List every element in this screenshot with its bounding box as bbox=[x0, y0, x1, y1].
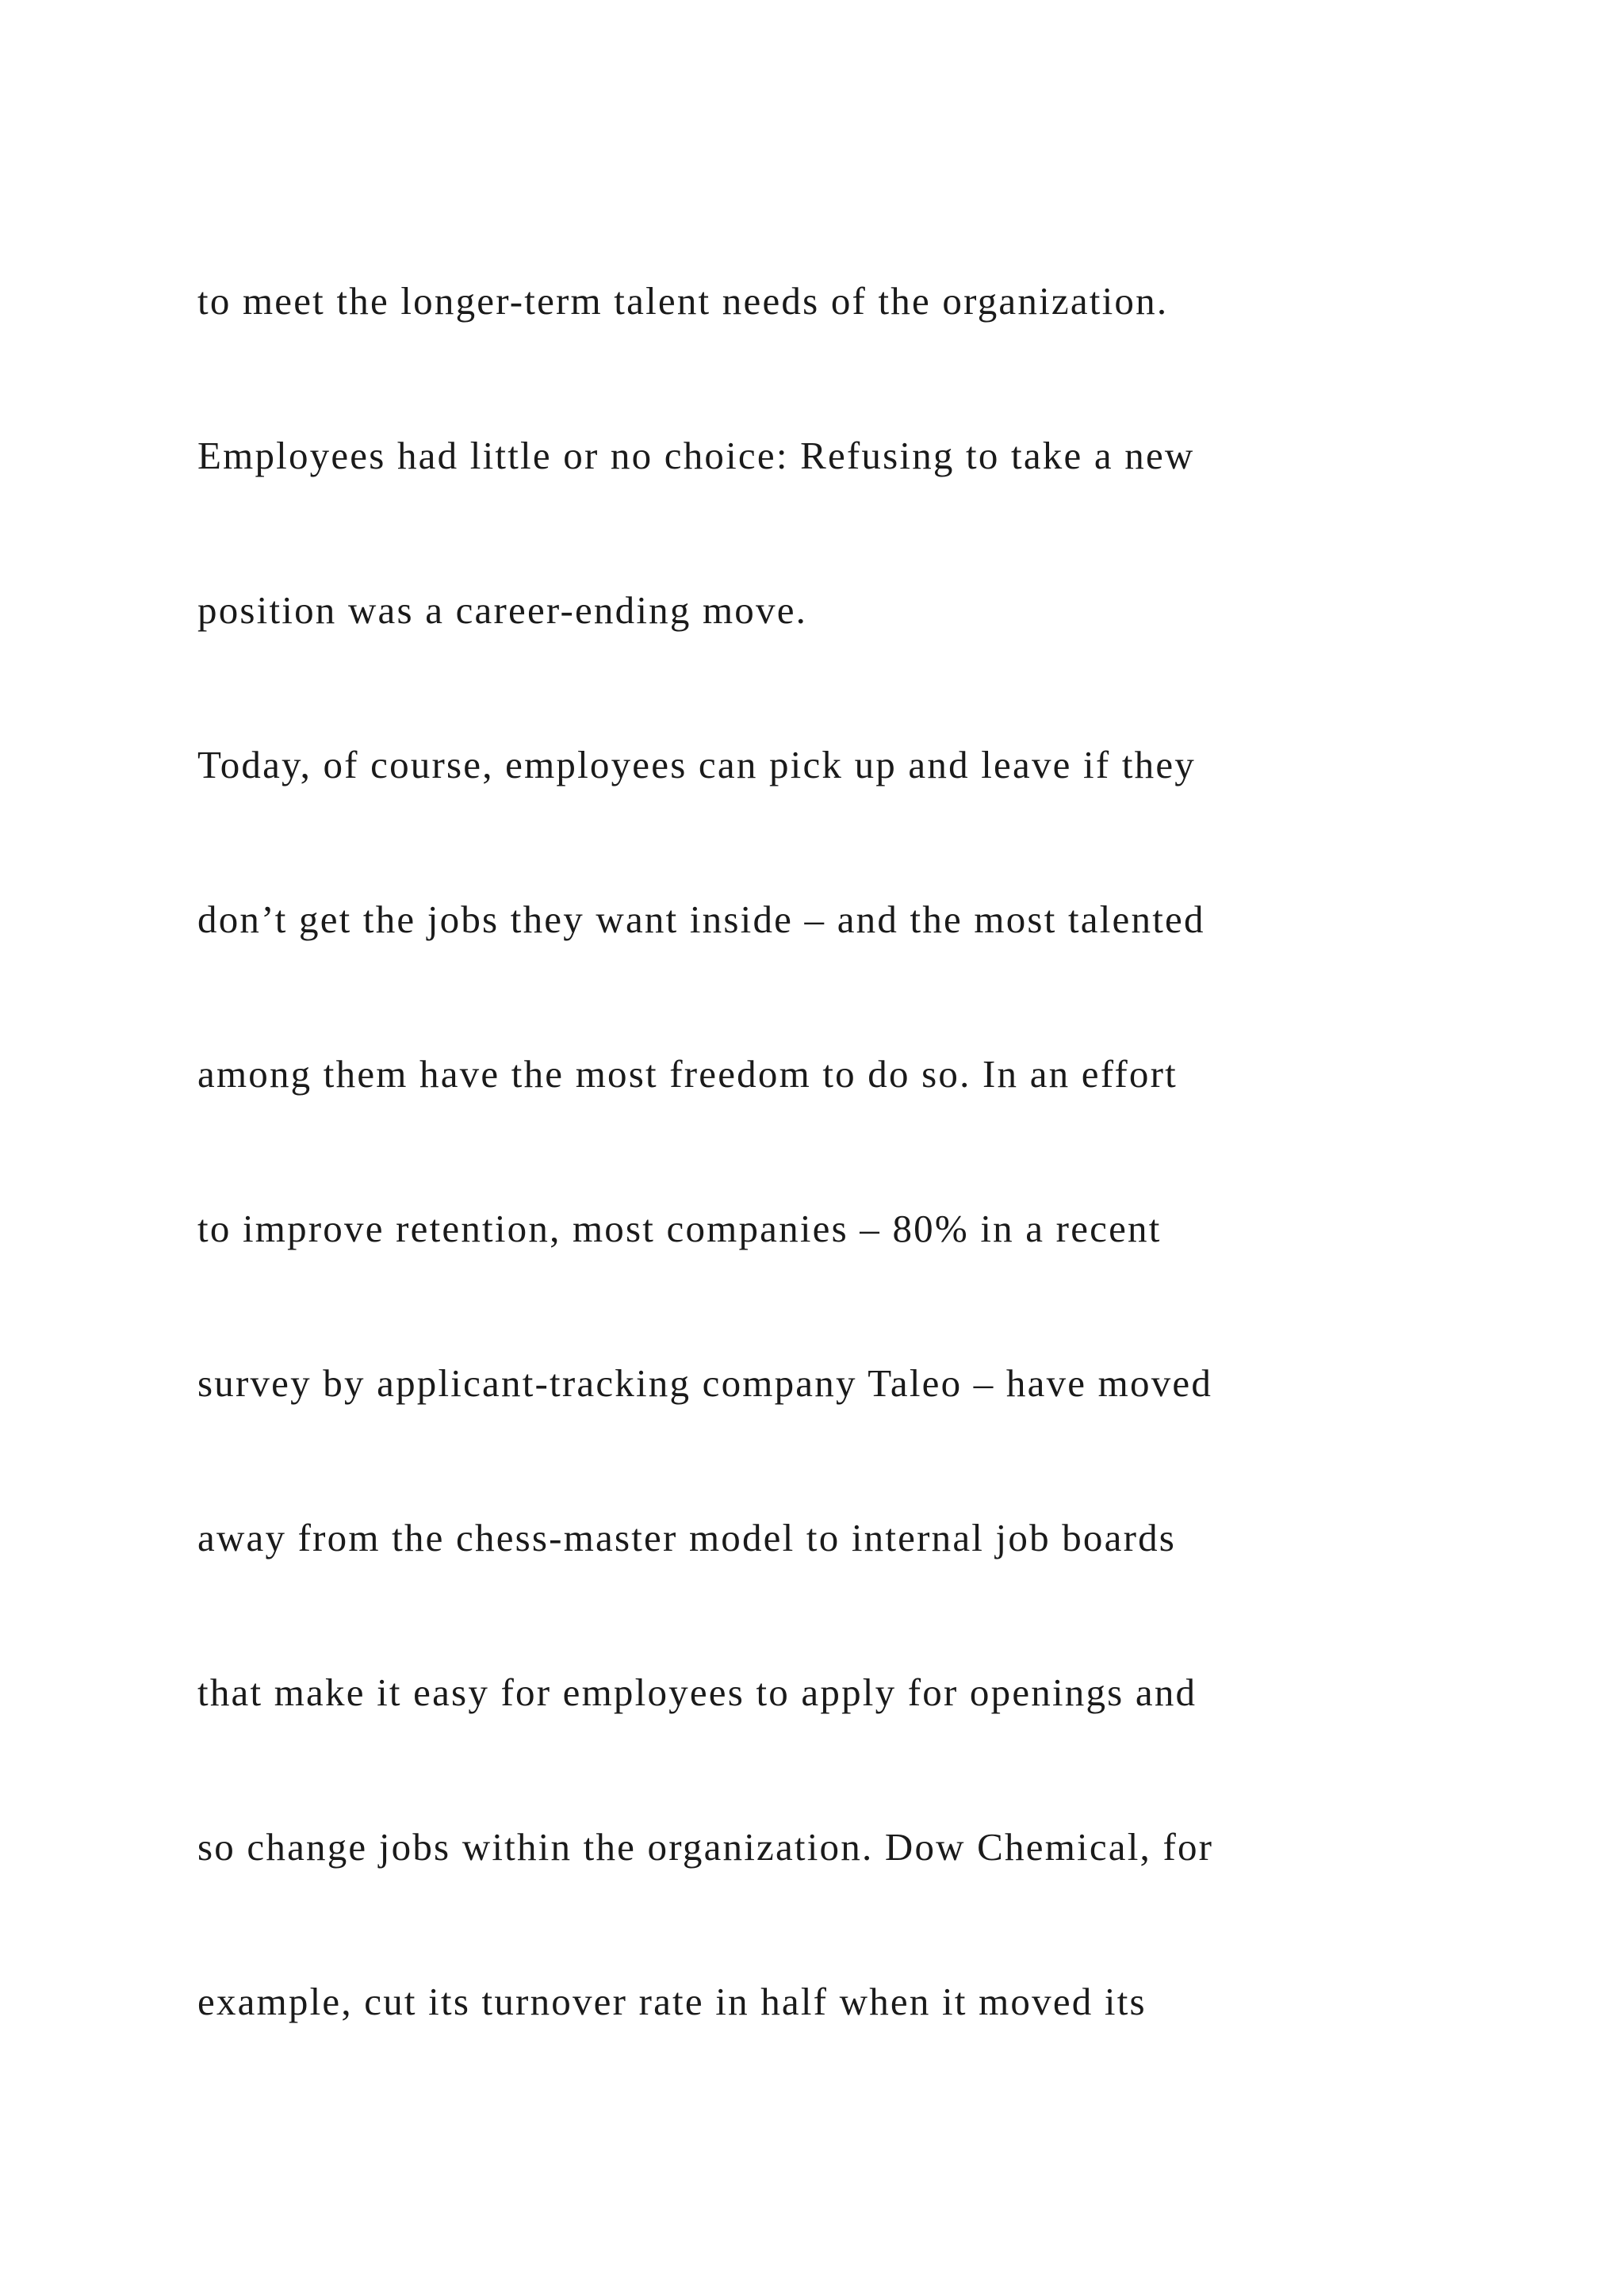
text-line: among them have the most freedom to do so. In an effort bbox=[197, 1052, 1178, 1096]
text-line: survey by applicant-tracking company Taleo – have moved bbox=[197, 1361, 1213, 1405]
text-line: away from the chess-master model to internal job boards bbox=[197, 1516, 1177, 1559]
text-line: that make it easy for employees to apply for openings and bbox=[197, 1670, 1197, 1714]
text-line: to improve retention, most companies – 80% in a recent bbox=[197, 1207, 1162, 1250]
text-line: to meet the longer-term talent needs of the organization. bbox=[197, 279, 1169, 323]
text-line: example, cut its turnover rate in half when it moved its bbox=[197, 1980, 1147, 2023]
text-line: Today, of course, employees can pick up and leave if they bbox=[197, 743, 1196, 786]
text-line: Employees had little or no choice: Refusing to take a new bbox=[197, 434, 1195, 477]
text-line: position was a career-ending move. bbox=[197, 588, 808, 632]
text-line: don’t get the jobs they want inside – and the most talented bbox=[197, 897, 1205, 941]
text-line: so change jobs within the organization. Dow Chemical, for bbox=[197, 1825, 1214, 1869]
